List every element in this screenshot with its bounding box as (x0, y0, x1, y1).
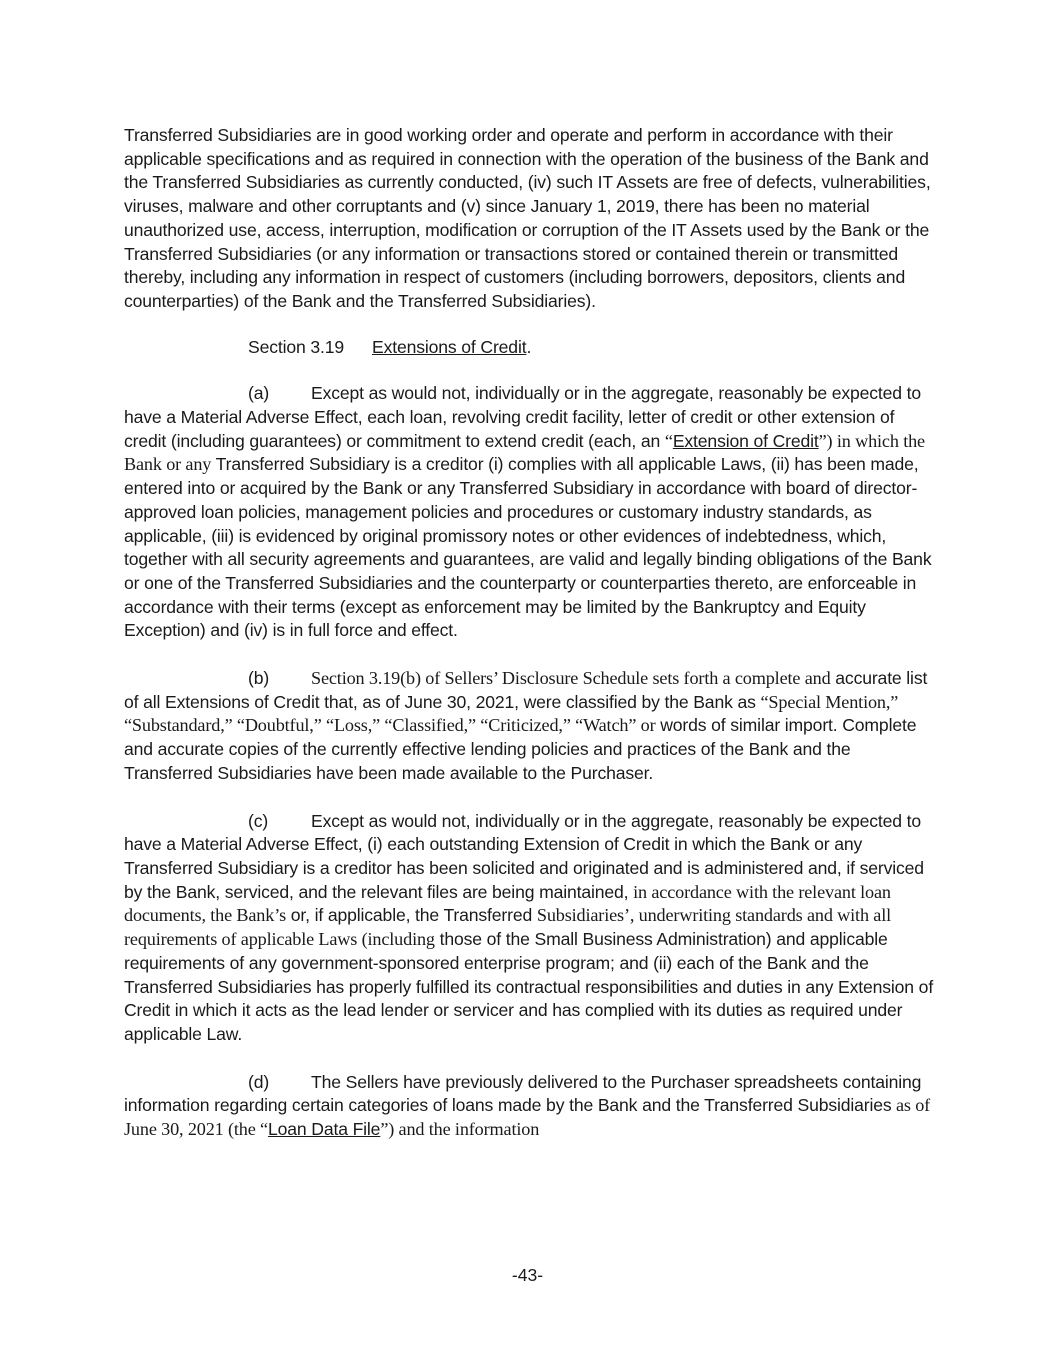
clause-d-defined-term: Loan Data File (267, 1119, 381, 1140)
clause-b-text-2: words of similar import. Complete and accurate copies of the currently effective lending policies and practices of the Bank and the Transferred Subsidiaries have been made available to the Purchaser. (124, 715, 917, 783)
section-title: Extensions of Credit (372, 336, 527, 357)
clause-d-text-serif-2: ”) and the information (380, 1119, 540, 1140)
clause-a-text-serif: ”) in which the Bank or any (124, 430, 925, 475)
clause-d-text-serif-1: as of June 30, 2021 (the “ (124, 1095, 931, 1140)
clause-d-text-1: The Sellers have previously delivered to the Purchaser spreadsheets containing information regarding certain categories of loans made by the Bank and the Transferred Subsidiaries (124, 1071, 922, 1116)
clause-c-text-1: Except as would not, individually or in the aggregate, reasonably be expected to have a Material Adverse Effect, (i) each outstanding Extension of Credit in which the Bank or any Transferred Subsidiary is a creditor has been solicited and originated and is administered and, if serviced by the Bank, serviced, and the relevant files are being maintained, (124, 810, 924, 902)
clause-a-label: (a) (248, 383, 270, 404)
clause-b-text-serif-2: “Special Mention,” “Substandard,” “Doubtful,” “Loss,” “Classified,” “Criticized,” “Watch” or (124, 691, 899, 736)
continuation-paragraph: Transferred Subsidiaries are in good working order and operate and perform in accordance with their applicable specifications and as required in connection with the operation of the business of the Bank and the Transferred Subsidiaries as currently conducted, (iv) such IT Assets are free of defects, vulnerabilities, viruses, malware and other corruptants and (v) since January 1, 2019, there has been no material unauthorized use, access, interruption, modification or corruption of the IT Assets used by the Bank or the Transferred Subsidiaries (or any information or transactions stored or contained therein or transmitted thereby, including any information in respect of customers (including borrowers, depositors, clients and counterparties) of the Bank and the Transferred Subsidiaries). (124, 125, 931, 311)
clause-b-text-1: accurate list of all Extensions of Credit that, as of June 30, 2021, were classified by the Bank as (124, 668, 928, 712)
clause-a-open-quote: “ (664, 430, 673, 451)
clause-c-text-serif-2: Subsidiaries’, underwriting standards and with all requirements of applicable Laws (including (124, 905, 892, 950)
clause-a (124, 382, 934, 643)
page-number: -43- (511, 1265, 544, 1285)
section-heading (124, 336, 934, 360)
section-title-period: . (526, 336, 532, 357)
section-number: Section 3.19 (248, 336, 345, 357)
clause-c (124, 810, 934, 1047)
clause-a-defined-term: Extension of Credit (672, 430, 819, 451)
document-page (124, 124, 934, 1166)
clause-d-label: (d) (248, 1071, 270, 1092)
clause-a-text-2: Transferred Subsidiary is a creditor (i) complies with all applicable Laws, (ii) has been made, entered into or acquired by the Bank or any Transferred Subsidiary in accordance with board of director-approved loan policies, management policies and procedures or customary industry standards, as applicable, (iii) is evidenced by original promissory notes or other evidences of indebtedness, which, together with all security agreements and guarantees, are valid and legally binding obligations of the Bank or one of the Transferred Subsidiaries and the counterparty or counterparties thereto, are enforceable in accordance with their terms (except as enforcement may be limited by the Bankruptcy and Equity Exception) and (iv) is in full force and effect. (124, 454, 932, 641)
clause-c-text-3: those of the Small Business Administration) and applicable requirements of any government-sponsored enterprise program; and (ii) each of the Bank and the Transferred Subsidiaries has properly fulfilled its contractual responsibilities and duties in any Extension of Credit in which it acts as the lead lender or servicer and has complied with its duties as required under applicable Law. (124, 929, 934, 1044)
clause-c-label: (c) (248, 810, 269, 831)
clause-c-text-serif-1: in accordance with the relevant loan documents, the Bank’s (124, 881, 891, 926)
clause-b (124, 667, 934, 786)
clause-d (124, 1071, 934, 1142)
clause-b-label: (b) (248, 668, 270, 689)
clause-b-text-serif-1: Section 3.19(b) of Sellers’ Disclosure Schedule sets forth a complete and (311, 668, 831, 689)
clause-a-text-1: Except as would not, individually or in the aggregate, reasonably be expected to have a Material Adverse Effect, each loan, revolving credit facility, letter of credit or other extension of credit (including guarantees) or commitment to extend credit (each, an (124, 383, 922, 451)
clause-c-text-2: or, if applicable, the Transferred (286, 905, 537, 926)
